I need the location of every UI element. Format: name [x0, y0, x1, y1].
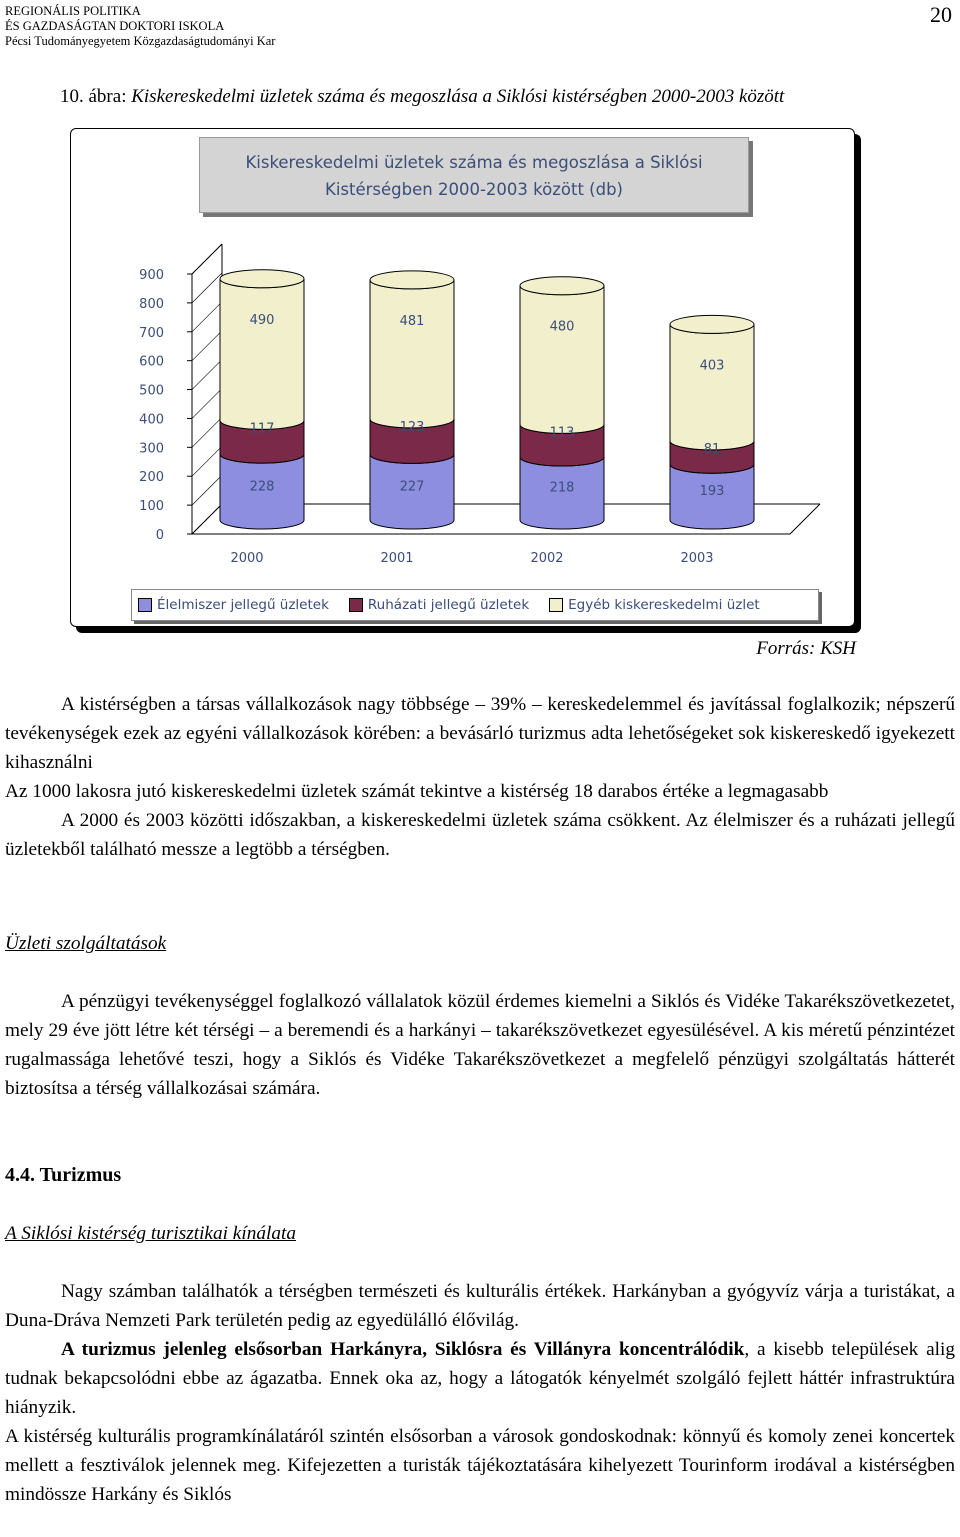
section-heading-business — [5, 929, 955, 958]
paragraph-6-rest: , a kisebb települések alig tudnak bekapcsolódni ebbe az ágazatba. Ennek oka az, hogy a látogatók kényelmét szolgáló fejlett háttér infrastruktúra hiányzik. — [5, 1339, 956, 1418]
data-label-2002-0: 218 — [549, 480, 575, 496]
x-tick-label: 2000 — [230, 551, 264, 566]
heading-tourism-offer: A Siklósi kistérség turisztikai kínálata — [5, 1223, 296, 1244]
legend-label-other: Egyéb kiskereskedelmi üzlet — [568, 597, 760, 613]
paragraph-4: A pénzügyi tevékenységgel foglalkozó vállalatok közül érdemes kiemelni a Siklós és Vidéke Takarékszövetkezetet, mely 29 éve jött létre két térségi – a beremendi és a harkányi – takarékszövetkezet egyesülésével. A kis méretű pénzintézet rugalmassága lehetővé teszi, hogy a Siklós és Vidéke Takarékszövetkezet a megfelelő pénzügyi szolgáltatás hátterét biztosítsa a térség vállalkozásai számára. — [5, 991, 955, 1099]
data-label-2000-2: 490 — [249, 312, 275, 328]
subheading-tourism-offer — [5, 1219, 955, 1248]
paragraph-5: Nagy számban találhatók a térségben természeti és kulturális értékek. Harkányban a gyógyvíz várja a turistákat, a Duna-Dráva Nemzeti Park területén pedig az egyedülálló élővilág. — [5, 1281, 955, 1331]
legend-swatch-clothing — [349, 598, 363, 612]
legend-swatch-food — [138, 598, 152, 612]
y-tick-label: 500 — [139, 383, 164, 399]
data-label-2003-1: 81 — [703, 441, 721, 457]
body-block-2 — [5, 987, 955, 1103]
y-tick-label: 600 — [139, 354, 164, 370]
bar-top-cap-2002 — [520, 277, 604, 295]
y-depth-line — [192, 417, 222, 447]
y-depth-line — [192, 273, 222, 303]
paragraph-2: Az 1000 lakosra jutó kiskereskedelmi üzletek számát tekintve a kistérség 18 darabos értéke a legmagasabb — [5, 781, 829, 802]
heading-business-services: Üzleti szolgáltatások — [5, 933, 167, 954]
page-number: 20 — [930, 2, 952, 27]
legend-item-food — [138, 597, 329, 613]
chart-legend — [131, 589, 819, 621]
data-label-2001-0: 227 — [399, 479, 425, 495]
body-block-1 — [5, 690, 955, 864]
header-line-3: Pécsi Tudományegyetem Közgazdaságtudományi Kar — [5, 34, 276, 48]
y-depth-line — [192, 504, 222, 534]
legend-label-clothing: Ruházati jellegű üzletek — [367, 597, 530, 613]
y-depth-line — [192, 302, 222, 332]
bar-segment-2000-2 — [220, 279, 304, 430]
bar-top-cap-2003 — [670, 315, 754, 333]
y-depth-line — [192, 446, 222, 476]
data-label-2001-1: 123 — [399, 419, 425, 435]
y-tick-label: 900 — [139, 268, 164, 283]
data-label-2002-1: 113 — [549, 425, 575, 441]
figure-source: Forrás: KSH — [756, 638, 856, 659]
y-tick-label: 100 — [139, 499, 164, 515]
legend-item-other — [549, 597, 760, 613]
y-tick-label: 0 — [155, 528, 164, 543]
paragraph-3: A 2000 és 2003 közötti időszakban, a kiskereskedelmi üzletek száma csökkent. Az élelmiszer és a ruházati jellegű üzletekből található messze a legtöbb a térségben. — [5, 810, 955, 860]
heading-tourism: 4.4. Turizmus — [5, 1164, 122, 1186]
y-tick-label: 300 — [139, 441, 164, 457]
bar-segment-2002-2 — [520, 286, 604, 434]
chart-title-line-2: Kistérségben 2000-2003 között (db) — [325, 180, 623, 199]
y-depth-line — [192, 360, 222, 390]
legend-item-clothing — [349, 597, 529, 613]
y-depth-line — [192, 331, 222, 361]
figure-caption-text: Kiskereskedelmi üzletek száma és megoszlása a Siklósi kistérségben 2000-2003 között — [131, 86, 785, 107]
paragraph-6-bold: A turizmus jelenleg elsősorban Harkányra, Siklósra és Villányra koncentrálódik — [61, 1339, 745, 1360]
y-tick-label: 800 — [139, 296, 164, 312]
y-tick-label: 400 — [139, 412, 164, 428]
x-tick-label: 2003 — [680, 551, 714, 566]
y-tick-label: 700 — [139, 325, 164, 341]
legend-swatch-other — [549, 598, 563, 612]
bar-top-cap-2001 — [370, 271, 454, 289]
header-line-1: REGIONÁLIS POLITIKA — [5, 4, 141, 18]
bar-segment-2001-2 — [370, 280, 454, 428]
stacked-bar-chart — [0, 0, 960, 640]
data-label-2003-2: 403 — [699, 358, 725, 374]
figure-number: 10. ábra: — [60, 86, 127, 107]
x-tick-label: 2001 — [380, 551, 414, 566]
chart-title — [199, 137, 749, 213]
bar-segment-2003-2 — [670, 324, 754, 449]
data-label-2001-2: 481 — [399, 313, 425, 329]
header-line-2: ÉS GAZDASÁGTAN DOKTORI ISKOLA — [5, 19, 225, 33]
y-depth-line — [192, 244, 222, 274]
data-label-2000-1: 117 — [249, 421, 275, 437]
data-label-2002-2: 480 — [549, 319, 575, 335]
chart-title-line-1: Kiskereskedelmi üzletek száma és megoszlása a Siklósi — [245, 153, 703, 172]
legend-label-food: Élelmiszer jellegű üzletek — [157, 597, 329, 613]
y-depth-line — [192, 388, 222, 418]
body-block-3 — [5, 1277, 955, 1509]
data-label-2000-0: 228 — [249, 479, 275, 495]
paragraph-1: A kistérségben a társas vállalkozások nagy többsége – 39% – kereskedelemmel és javítással foglalkozik; népszerű tevékenységek ezek az egyéni vállalkozások körében: a bevásárló turizmus adta lehetőségeket sok kiskereskedő igyekezett kihasználni — [5, 694, 955, 773]
paragraph-6 — [5, 1335, 955, 1422]
paragraph-7: A kistérség kulturális programkínálatáról szintén elsősorban a városok gondoskodnak: könnyű és komoly zenei koncertek mellett a fesztiválok jelennek meg. Kifejezetten a turisták tájékoztatására kihelyezett Tourinform irodával a kistérségben mindössze Harkány és Siklós — [5, 1426, 955, 1505]
y-depth-line — [192, 475, 222, 505]
data-label-2003-0: 193 — [699, 483, 725, 499]
x-tick-label: 2002 — [530, 551, 564, 566]
bar-top-cap-2000 — [220, 270, 304, 288]
section-heading-tourism — [5, 1161, 955, 1190]
y-tick-label: 200 — [139, 470, 164, 486]
